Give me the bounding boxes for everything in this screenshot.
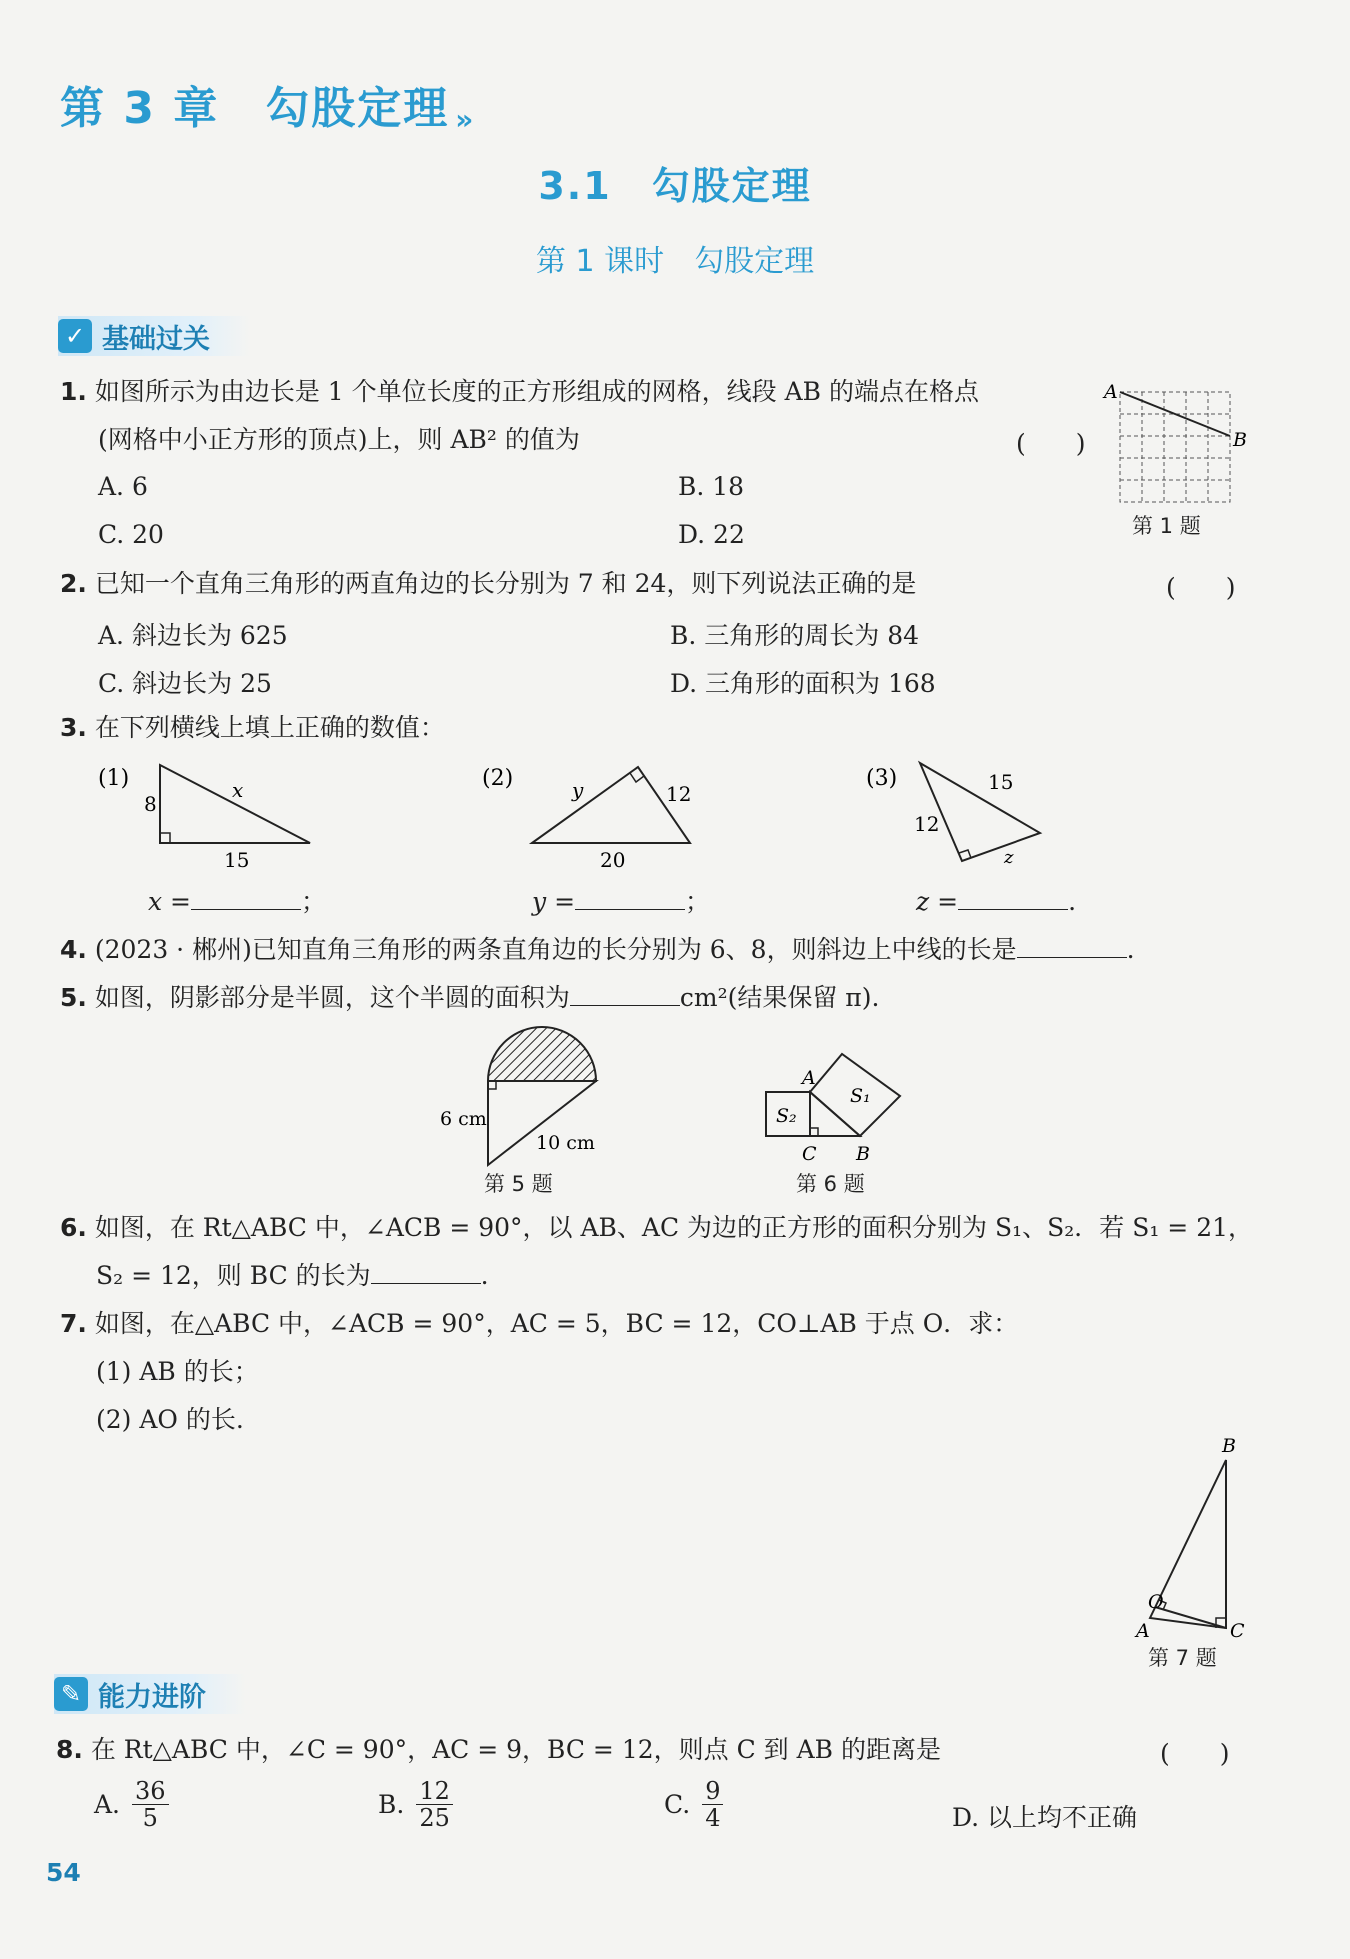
q6-squares-figure xyxy=(760,1050,910,1170)
label-c: C xyxy=(1230,1620,1245,1642)
side-label: z xyxy=(1004,847,1014,868)
answer-blank[interactable] xyxy=(575,887,685,910)
q8-stem xyxy=(56,1734,941,1767)
option-label: A. xyxy=(94,1790,121,1820)
q1-stem-line1: 如图所示为由边长是 1 个单位长度的正方形组成的网格，线段 AB 的端点在格点 xyxy=(94,377,979,406)
side-label: 12 xyxy=(666,782,692,806)
figure-caption: 第 5 题 xyxy=(484,1172,553,1196)
denominator: 5 xyxy=(142,1804,158,1833)
label-b: B xyxy=(856,1143,870,1165)
q3-stem xyxy=(60,712,445,745)
answer-blank[interactable] xyxy=(191,887,301,910)
answer-blank[interactable] xyxy=(1017,935,1127,958)
answer-blank[interactable] xyxy=(958,887,1068,910)
q6-stem-line2 xyxy=(96,1260,489,1293)
option-c xyxy=(664,1778,723,1832)
sub-tag: (2) xyxy=(482,766,514,791)
q5-semicircle-figure xyxy=(430,1025,610,1175)
q3-answer-3 xyxy=(916,886,1076,919)
question-number: 4. xyxy=(60,935,87,964)
question-number: 5. xyxy=(60,983,87,1012)
badge-label: 基础过关 xyxy=(102,323,210,355)
numerator: 36 xyxy=(132,1778,169,1805)
q7-sub2: (2) AO 的长. xyxy=(96,1405,244,1434)
q7-sub1: (1) AB 的长； xyxy=(96,1357,259,1386)
label-a: A xyxy=(1136,1620,1150,1642)
q5-text-after: cm²(结果保留 π). xyxy=(679,983,880,1012)
label-s1: S₁ xyxy=(850,1085,871,1107)
fraction xyxy=(702,1778,723,1832)
chapter-title xyxy=(60,72,475,136)
q6-text-2: S₂ = 12，则 BC 的长为 xyxy=(96,1261,371,1290)
q4-text: (2023 · 郴州)已知直角三角形的两条直角边的长分别为 6、8，则斜边上中线的长是 xyxy=(94,935,1017,964)
pen-icon: ✎ xyxy=(54,1677,88,1711)
side-label: 20 xyxy=(600,848,626,870)
check-icon: ✓ xyxy=(58,319,92,353)
q6-stem-line1 xyxy=(60,1212,1253,1245)
q1-line1 xyxy=(60,376,979,409)
option-b: B. 18 xyxy=(678,472,745,501)
q7-stem xyxy=(60,1308,1018,1341)
fraction xyxy=(132,1778,169,1832)
answer-paren: ( ) xyxy=(1016,429,1086,458)
option-label: C. xyxy=(664,1790,691,1820)
label-b: B xyxy=(1222,1435,1236,1457)
label-a: A xyxy=(1104,381,1118,403)
label-a: A xyxy=(802,1067,816,1089)
option-label: B. xyxy=(378,1790,405,1820)
option-a xyxy=(94,1778,169,1832)
fraction xyxy=(416,1778,453,1832)
option-d: D. 三角形的面积为 168 xyxy=(670,669,936,698)
denominator: 25 xyxy=(419,1804,450,1833)
numerator: 12 xyxy=(416,1778,453,1805)
option-d: D. 22 xyxy=(678,520,745,549)
q3-triangle-2 xyxy=(480,755,710,870)
q1-stem-line2: (网格中小正方形的顶点)上，则 AB² 的值为 xyxy=(98,425,580,454)
separator: . xyxy=(1068,887,1077,916)
q6-text: 如图，在 Rt△ABC 中，∠ACB = 90°，以 AB、AC 为边的正方形的面积分别为 S₁、S₂．若 S₁ = 21， xyxy=(94,1213,1254,1242)
q3-text: 在下列横线上填上正确的数值： xyxy=(94,713,445,742)
q3-triangle-1 xyxy=(96,755,326,870)
option-c: C. 斜边长为 25 xyxy=(98,669,272,698)
side-label: 15 xyxy=(988,770,1014,794)
question-number: 8. xyxy=(56,1735,83,1764)
section-title: 3.1 勾股定理 xyxy=(538,164,812,208)
option-a: A. 6 xyxy=(98,472,148,501)
answer-label: x = xyxy=(148,887,191,916)
option-a: A. 斜边长为 625 xyxy=(98,621,288,650)
answer-blank[interactable] xyxy=(570,983,680,1006)
option-b: B. 三角形的周长为 84 xyxy=(670,621,920,650)
answer-label: z = xyxy=(916,887,959,916)
answer-paren: ( ) xyxy=(1166,573,1236,602)
q7-triangle-figure xyxy=(1130,1432,1260,1642)
q2-stem xyxy=(60,568,916,601)
sub-tag: (3) xyxy=(866,766,898,791)
question-number: 7. xyxy=(60,1309,87,1338)
side-label: 6 cm xyxy=(440,1108,487,1130)
question-number: 2. xyxy=(60,569,87,598)
side-label: 8 xyxy=(144,792,157,816)
q3-answer-2 xyxy=(532,886,710,919)
numerator: 9 xyxy=(702,1778,723,1805)
side-label: y xyxy=(572,778,584,802)
q1-grid-figure xyxy=(1100,380,1250,530)
label-s2: S₂ xyxy=(776,1105,797,1127)
chapter-title-text: 第 3 章 勾股定理 xyxy=(60,83,450,134)
q4-stem xyxy=(60,934,1135,967)
q5-text-before: 如图，阴影部分是半圆，这个半圆的面积为 xyxy=(94,983,570,1012)
figure-caption: 第 1 题 xyxy=(1132,514,1201,538)
side-label: 12 xyxy=(914,812,940,836)
q4-end: . xyxy=(1126,935,1135,964)
q8-text: 在 Rt△ABC 中，∠C = 90°，AC = 9，BC = 12，则点 C 到 AB 的距离是 xyxy=(90,1735,941,1764)
option-c: C. 20 xyxy=(98,520,164,549)
option-d: D. 以上均不正确 xyxy=(952,1803,1138,1832)
separator: ； xyxy=(301,887,327,916)
question-number: 3. xyxy=(60,713,87,742)
q6-end: . xyxy=(480,1261,489,1290)
section-badge-advanced xyxy=(54,1674,246,1714)
page-number: 54 xyxy=(46,1858,81,1887)
label-b: B xyxy=(1233,429,1247,451)
lesson-title: 第 1 课时 勾股定理 xyxy=(535,244,815,279)
q5-stem xyxy=(60,982,879,1015)
answer-paren: ( ) xyxy=(1160,1739,1230,1768)
side-label: 15 xyxy=(224,848,250,870)
double-chevron-icon: » xyxy=(455,103,476,136)
question-number: 1. xyxy=(60,377,87,406)
figure-caption: 第 6 题 xyxy=(796,1172,865,1196)
question-number: 6. xyxy=(60,1213,87,1242)
figure-caption: 第 7 题 xyxy=(1148,1646,1217,1670)
label-o: O xyxy=(1148,1591,1164,1613)
sub-tag: (1) xyxy=(98,766,130,791)
q3-triangle-3 xyxy=(864,755,1064,870)
q3-answer-1 xyxy=(148,886,326,919)
q2-text: 已知一个直角三角形的两直角边的长分别为 7 和 24，则下列说法正确的是 xyxy=(94,569,917,598)
q7-text: 如图，在△ABC 中，∠ACB = 90°，AC = 5，BC = 12，CO⊥AB 于点 O．求： xyxy=(94,1309,1019,1338)
section-badge-basic xyxy=(58,316,250,356)
answer-blank[interactable] xyxy=(371,1261,481,1284)
answer-label: y = xyxy=(532,887,576,916)
denominator: 4 xyxy=(705,1804,721,1833)
option-b xyxy=(378,1778,453,1832)
badge-label: 能力进阶 xyxy=(98,1681,206,1713)
side-label: 10 cm xyxy=(536,1132,595,1154)
separator: ； xyxy=(685,887,711,916)
label-c: C xyxy=(802,1143,817,1165)
side-label: x xyxy=(232,778,244,802)
